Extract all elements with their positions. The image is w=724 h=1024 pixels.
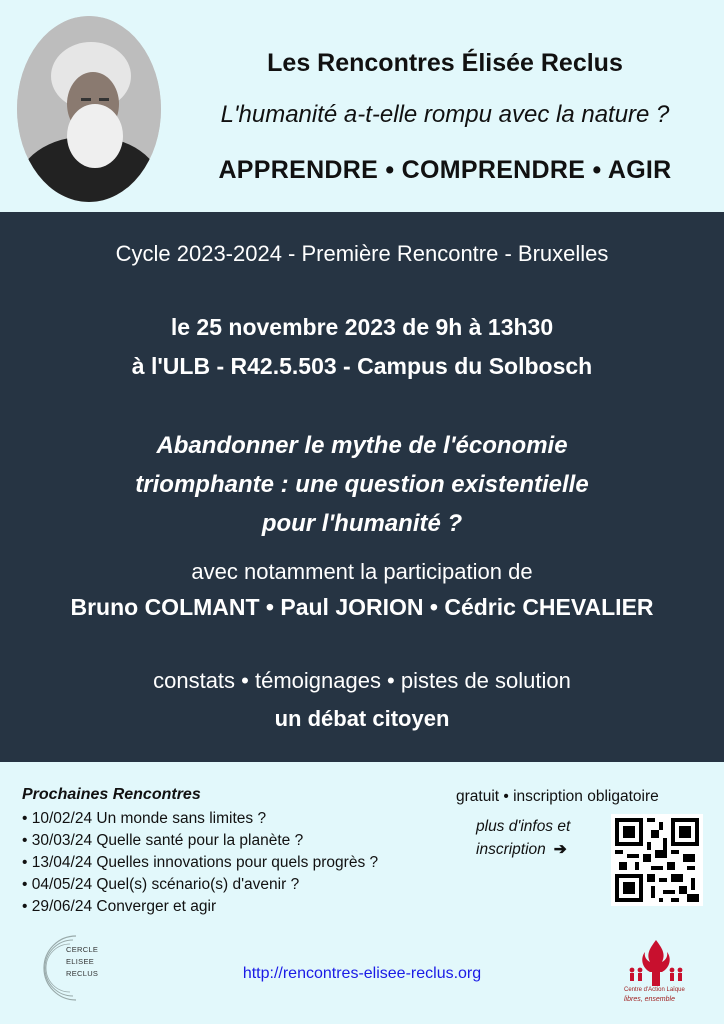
cercle-word-2: ELISEE xyxy=(66,957,95,966)
upcoming-list xyxy=(22,808,378,918)
cycle-line: Cycle 2023-2024 - Première Rencontre - Bruxelles xyxy=(115,241,609,266)
participation-intro: avec notamment la participation de xyxy=(191,559,533,584)
theme-line-1: Abandonner le mythe de l'économie xyxy=(156,432,568,459)
website-link[interactable]: http://rencontres-elisee-reclus.org xyxy=(242,965,482,982)
list-item: • 04/05/24 Quel(s) scénario(s) d'avenir ? xyxy=(22,874,378,896)
portrait-image xyxy=(17,16,161,202)
info-text xyxy=(476,815,570,861)
portrait-elisee-reclus xyxy=(17,16,161,202)
format-line: constats • témoignages • pistes de solution xyxy=(153,668,571,693)
place-line: à l'ULB - R42.5.503 - Campus du Solbosch xyxy=(131,353,593,379)
theme-line-3: pour l'humanité ? xyxy=(261,510,463,537)
cal-logo-text xyxy=(624,986,704,1005)
cercle-word-3: RECLUS xyxy=(66,969,99,978)
debate-line: un débat citoyen xyxy=(274,706,450,731)
list-item: • 13/04/24 Quelles innovations pour quels progrès ? xyxy=(22,852,378,874)
series-motto: APPRENDRE • COMPRENDRE • AGIR xyxy=(218,156,672,184)
list-item: • 30/03/24 Quelle santé pour la planète ? xyxy=(22,830,378,852)
list-item: • 29/06/24 Converger et agir xyxy=(22,896,378,918)
theme-line-2: triomphante : une question existentielle xyxy=(135,471,589,498)
header-section xyxy=(0,0,724,212)
speakers-list: Bruno COLMANT • Paul JORION • Cédric CHEVALIER xyxy=(70,594,654,620)
info-line-2: inscription xyxy=(476,841,546,858)
arrow-right-icon: ➔ xyxy=(553,841,567,858)
theme-title xyxy=(0,426,724,543)
event-band xyxy=(0,212,724,762)
cercle-word-1: CERCLE xyxy=(66,945,99,954)
list-item: • 10/02/24 Un monde sans limites ? xyxy=(22,808,378,830)
qr-code-icon[interactable] xyxy=(611,814,703,906)
series-title: Les Rencontres Élisée Reclus xyxy=(267,49,623,77)
series-subtitle: L'humanité a-t-elle rompu avec la nature ? xyxy=(220,101,670,128)
upcoming-title: Prochaines Rencontres xyxy=(22,786,201,803)
date-line: le 25 novembre 2023 de 9h à 13h30 xyxy=(170,314,554,340)
info-line-1: plus d'infos et xyxy=(476,818,571,835)
cal-name: Centre d'Action Laïque xyxy=(624,987,685,993)
registration-note: gratuit • inscription obligatoire xyxy=(456,788,659,805)
footer-section xyxy=(0,762,724,1024)
cal-tagline: libres, ensemble xyxy=(624,996,675,1003)
